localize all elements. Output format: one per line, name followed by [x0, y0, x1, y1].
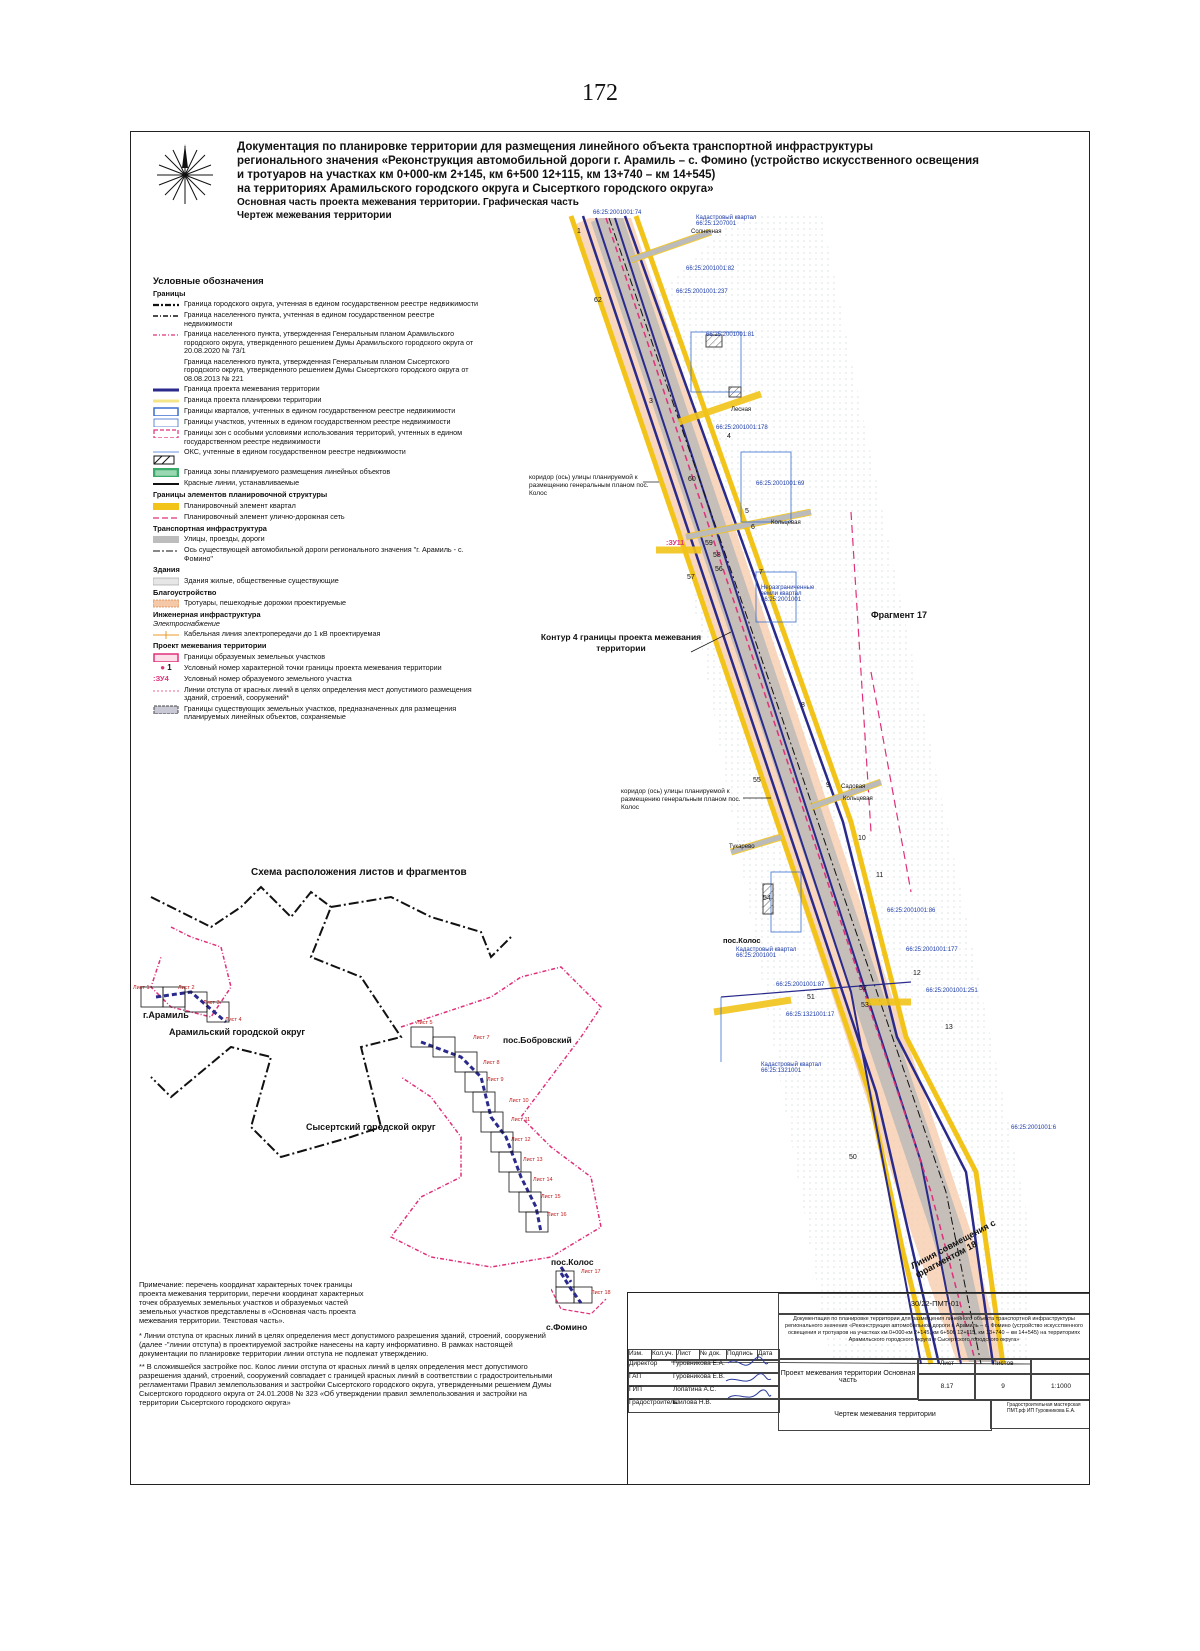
stamp-drawing-name: Чертеж межевания территории — [778, 1399, 992, 1431]
legend-item — [153, 300, 483, 309]
stamp-role: Градостроитель — [629, 1399, 678, 1406]
subtitle-line-2: Чертеж межевания территории — [237, 210, 392, 221]
fragment-label: Фрагмент 17 — [871, 610, 927, 620]
point-number: 1 — [577, 228, 581, 235]
stamp-header: Лист — [677, 1350, 700, 1360]
stamp-person: Шилова Н.В. — [673, 1399, 712, 1406]
sheet-label: Лист 16 — [547, 1212, 567, 1218]
legend-item — [153, 686, 483, 703]
legend-section-borders: Границы — [153, 288, 186, 298]
building-symbol — [153, 577, 179, 586]
settlement-border-symbol — [153, 311, 179, 320]
stamp-sheets-header: Листов — [974, 1359, 1032, 1375]
road-axis-symbol — [153, 546, 179, 555]
setback-line-symbol — [153, 686, 179, 695]
sheet-label: Лист 11 — [511, 1117, 531, 1123]
point-number-symbol: ● 1 — [160, 662, 172, 672]
point-number: 53 — [861, 1002, 869, 1009]
legend-item — [153, 577, 483, 586]
point-number: 50 — [849, 1154, 857, 1161]
point-number: 6 — [751, 524, 755, 531]
sysert-okrug-label: Сысертский городской округ — [306, 1122, 436, 1132]
legend-item — [153, 630, 483, 639]
street-label-2: Лесная — [731, 407, 752, 413]
legend-text: Ось существующей автомобильной дороги регионального значения "г. Арамиль - с. Фомино" — [184, 545, 464, 563]
stamp-role: ГАП — [629, 1373, 642, 1380]
legend-item — [153, 502, 483, 511]
stamp-person: Гуровникова Е.А. — [673, 1360, 725, 1367]
linear-zone-symbol — [153, 468, 179, 477]
legend-section-transport: Транспортная инфраструктура — [153, 523, 267, 533]
legend-text: Границы кварталов, учтенных в едином государственном реестре недвижимости — [184, 406, 456, 415]
point-number: 54 — [763, 895, 771, 902]
street-label-1: Солнечная — [691, 229, 722, 235]
survey-border-symbol — [153, 385, 179, 394]
streets-symbol — [153, 535, 179, 544]
page-number: 172 — [582, 80, 618, 106]
cadastral-block-2: Кадастровый квартал 66:25:2001001 — [736, 947, 797, 959]
legend-item — [153, 429, 483, 446]
stamp-scale: 1:1000 — [1030, 1373, 1090, 1401]
legend-item — [153, 546, 483, 563]
point-number: 4 — [727, 433, 731, 440]
district-border-symbol — [153, 300, 179, 309]
point-number: 9 — [826, 782, 830, 789]
block-border-symbol — [153, 407, 179, 416]
legend-item — [153, 599, 483, 608]
quarter-element-symbol — [153, 502, 179, 511]
subtitle-line-1: Основная часть проекта межевания территории. Графическая часть — [237, 197, 579, 208]
special-zone-symbol — [153, 429, 179, 438]
legend-section-engineering: Инженерная инфраструктура — [153, 610, 261, 619]
street-label-6: Тукарево — [729, 844, 755, 850]
sysert-border-symbol — [153, 358, 179, 367]
parcel-border-symbol — [153, 418, 179, 427]
legend-text: Граница населенного пункта, утвержденная Генеральным планом Арамильского городского округа, утвержденного решением Думы Арамильского городского округа от 20.08.2020 № 73/1 — [184, 329, 474, 355]
sidewalk-symbol — [153, 599, 179, 608]
parcel-number: 66:25:2001001:251 — [926, 988, 978, 994]
fomino-label: с.Фомино — [546, 1322, 588, 1332]
note-2: * Линии отступа от красных линий в целях определения мест допустимого разрешения зданий, строений, сооружений (далее -"линии отступа) в проектируемой застройке нанесены на карту информативно. В рамках настоящей документации по планировке территории линии отступа не подлежат утверждению. — [139, 1331, 546, 1358]
title-line-1: Документация по планировке территории для размещения линейного объекта транспортной инфраструктуры — [237, 141, 874, 153]
kolos-schema-label: пос.Колос — [551, 1257, 594, 1267]
legend-text: Красные линии, устанавливаемые — [184, 478, 300, 487]
legend-item — [153, 358, 483, 384]
legend-item — [153, 653, 483, 662]
street-label-4: Садовая — [841, 784, 866, 790]
parcel-number: 66:25:1321001:17 — [786, 1012, 835, 1018]
street-element-symbol — [153, 513, 179, 522]
cadastral-block-1: Кадастровый квартал 66:25:1207001 — [696, 215, 757, 227]
bobrovsky-label: пос.Бобровский — [503, 1035, 572, 1045]
planning-border-symbol — [153, 396, 179, 405]
sheet-label: Лист 12 — [511, 1137, 531, 1143]
building-hatch-2 — [729, 387, 741, 397]
existing-plot-symbol — [153, 705, 179, 714]
legend-text: Границы существующих земельных участков, предназначенных для размещения планируемых линейных объектов, сохраняемые — [184, 703, 457, 721]
kolos-fomino-schema — [551, 1269, 611, 1324]
legend-section-buildings: Здания — [153, 565, 180, 574]
point-number: 62 — [594, 297, 602, 304]
stamp-person: Лопатина А.С. — [673, 1386, 717, 1393]
point-number: 52 — [859, 985, 867, 992]
point-number: 8 — [801, 702, 805, 709]
street-label-3: Кольцевая — [771, 520, 801, 526]
legend-text: ОКС, учтенные в едином государственном реестре недвижимости — [184, 447, 406, 456]
legend-item — [153, 330, 483, 356]
legend-item — [153, 535, 483, 544]
legend-text: Граница зоны планируемого размещения линейных объектов — [184, 467, 391, 476]
point-number: 12 — [913, 970, 921, 977]
legend-text: Граница населенного пункта, утвержденная Генеральным планом Сысертского городского округа, утвержденного решением Думы Сысертского городского округа от 08.08.2013 № 221 — [184, 356, 469, 383]
legend-title: Условные обозначения — [153, 276, 264, 287]
legend-text: Граница проекта межевания территории — [184, 384, 320, 393]
sheet-label: Лист 2 — [178, 985, 195, 991]
legend-item — [153, 479, 483, 488]
sheet-label: Лист 8 — [483, 1060, 500, 1066]
sheet-label: Лист 18 — [591, 1290, 611, 1296]
stamp-person: Гуровникова Е.В. — [673, 1373, 725, 1380]
legend-text: Границы участков, учтенных в едином государственном реестре недвижимости — [184, 417, 451, 426]
sheet-label: Лист 13 — [523, 1157, 543, 1163]
legend-section-survey: Проект межевания территории — [153, 641, 267, 650]
title-block — [627, 1292, 1090, 1485]
legend-item — [153, 448, 483, 466]
stamp-sheet-header: Лист — [918, 1359, 976, 1375]
parcel-number: 66:25:2001001:74 — [593, 210, 642, 216]
aramil-okrug-label: Арамильский городской округ — [169, 1027, 306, 1037]
stamp-header: Подпись — [727, 1350, 758, 1360]
parcel-number: 66:25:2001001:69 — [756, 481, 805, 487]
legend-text: Границы образуемых земельных участков — [184, 651, 326, 661]
legend-section-planning: Границы элементов планировочной структуры — [153, 490, 328, 499]
parcel-number: 66:25:2001001:86 — [887, 908, 936, 914]
point-number: 5 — [745, 508, 749, 515]
stamp-organization: Градостроительная мастерская ПМТ.рф ИП Гуровникова Е.А. — [990, 1399, 1090, 1429]
point-number: 3 — [649, 398, 653, 405]
sheet-label: Лист 5 — [416, 1020, 433, 1026]
stamp-stage: Проект межевания территории Основная часть — [778, 1359, 918, 1399]
corridor-label-2: коридор (ось) улицы планируемой к размещению генеральным планом пос. Колос — [621, 788, 741, 811]
red-line-symbol — [153, 479, 179, 488]
legend-text: Граница проекта планировки территории — [184, 395, 322, 404]
legend-text: Линии отступа от красных линий в целях определения мест допустимого размещения зданий, строений, сооружений* — [184, 684, 472, 702]
legend-text: Условный номер образуемого земельного участка — [184, 673, 352, 683]
legend-item — [153, 513, 483, 522]
cadastral-block-3: Кадастровый квартал 66:25:1321001 — [761, 1062, 822, 1074]
stamp-role: Директор — [629, 1360, 658, 1367]
note-1: Примечание: перечень координат характерных точек границы проекта межевания территории, перечни координат характерных точек образуемых земельных участков и образуемых частей земельных участков представлены в «Основная часть проекта межевания территории. Текстовая часть». — [139, 1280, 364, 1325]
new-plot-border-symbol — [153, 653, 179, 662]
sheet-layout-schema — [131, 877, 631, 1287]
stamp-header: Дата — [758, 1350, 773, 1357]
corridor-label-1: коридор (ось) улицы планируемой к размещению генеральным планом пос. Колос — [529, 474, 649, 497]
legend-text: Кабельная линия электропередачи до 1 кВ проектируемая — [184, 629, 381, 638]
legend-text: Границы зон с особыми условиями использования территорий, учтенных в едином государственном реестре недвижимости — [184, 428, 463, 446]
title-line-4: на территориях Арамильского городского округа и Сысерткого городского округа» — [237, 183, 714, 195]
legend-item — [153, 396, 483, 405]
stamp-code: 30/22-ПМТ-01 — [778, 1293, 1090, 1315]
sheet-label: Лист 7 — [473, 1035, 490, 1041]
point-number: 11 — [876, 872, 884, 879]
legend-text: Здания жилые, общественные существующие — [184, 575, 339, 585]
sheet-label: Лист 3 — [203, 1000, 220, 1006]
legend-text: Планировочный элемент квартал — [184, 500, 296, 510]
legend-item — [153, 664, 483, 673]
point-number: 55 — [753, 777, 761, 784]
legend-item — [153, 311, 483, 328]
plot-label-zu11: :ЗУ11 — [666, 540, 685, 547]
aramil-label: г.Арамиль — [143, 1010, 189, 1020]
drawing-sheet — [130, 131, 1090, 1485]
point-number: 10 — [858, 835, 866, 842]
unallocated-land: Неразграниченные земли квартал 66:25:2001001 — [761, 585, 815, 603]
legend-item — [153, 407, 483, 416]
legend-item — [153, 418, 483, 427]
legend-section-landscaping: Благоустройство — [153, 587, 217, 597]
stamp-sheet: 8.17 — [918, 1373, 976, 1401]
stamp-role: ГИП — [629, 1386, 642, 1393]
title-line-3: и тротуаров на участках км 0+000-км 2+145, км 6+500 12+115, км 13+740 – км 14+545) — [237, 169, 716, 181]
stamp-header: № док. — [700, 1350, 727, 1360]
point-number: 58 — [713, 552, 721, 559]
legend-text: Планировочный элемент улично-дорожная сеть — [184, 511, 345, 521]
combine-line-label: Линия совмещения с фрагментом 18 — [909, 1217, 998, 1280]
legend-text: Улицы, проезды, дороги — [184, 534, 265, 543]
notes — [139, 1280, 559, 1407]
parcel-number: 66:25:2001001:6 — [1011, 1125, 1057, 1131]
stamp-header: Кол.уч. — [652, 1350, 677, 1360]
note-3: ** В сложившейся застройке пос. Колос линии отступа от красных линий в целях определения мест допустимого разрешения зданий, строений, сооружений совпадает с границей красных линий в соответствии с градостроительными регламентами Правил землепользования и застройки Сысертского городского округа, утвержденными решением Думы Сысертского городского округа от 24.01.2008 № 323 «Об утверждении правил землепользования и застройки на территории Сысертского городского округа» — [139, 1362, 553, 1407]
plot-number-symbol: :ЗУ4 — [153, 673, 169, 683]
parcel-number: 66:25:2001001:87 — [776, 982, 825, 988]
legend — [153, 278, 483, 724]
stamp-description: Документация по планировке территории для размещения линейного объекта транспортной инфраструктуры регионального значения «Реконструкция автомобильной дороги г. Арамиль – с. Фомино (устройство искусственного освещения и тротуаров на участках км 0+000-км 2+145, км 6+500 12+115, км 13+740 – км 14+545) на территориях Арамильского городского округа и Сысертского городского округа» — [778, 1313, 1090, 1359]
legend-item — [153, 468, 483, 477]
legend-text: Условный номер характерной точки границы проекта межевания территории — [184, 662, 442, 672]
legend-item — [153, 675, 483, 684]
title-line-2: регионального значения «Реконструкция автомобильной дороги г. Арамиль – с. Фомино (устройство искусственного освещения — [237, 155, 979, 167]
legend-section-power: Электроснабжение — [153, 618, 220, 628]
legend-text: Граница населенного пункта, учтенная в едином государственном реестре недвижимости — [184, 310, 435, 328]
parcel-number: 66:25:2001001:81 — [706, 332, 755, 338]
oks-symbol — [153, 448, 179, 466]
point-number: 7 — [759, 569, 763, 576]
sheet-label: Лист 4 — [225, 1017, 242, 1023]
signatures — [723, 1353, 773, 1413]
parcel-number: 66:25:2001001:178 — [716, 425, 768, 431]
sheet-label: Лист 9 — [487, 1077, 504, 1083]
stamp-sheets: 9 — [974, 1373, 1032, 1401]
parcel-number: 66:25:2001001:82 — [686, 266, 735, 272]
legend-item — [153, 385, 483, 394]
sheet-label: Лист 15 — [541, 1194, 561, 1200]
point-number-sample: 1 — [167, 662, 172, 672]
point-number: 56 — [715, 566, 723, 573]
contour-label: Контур 4 границы проекта межевания территории — [540, 632, 702, 653]
stamp-header: Изм. — [629, 1350, 652, 1360]
sheet-label: Лист 10 — [509, 1098, 529, 1104]
kolos-label: пос.Колос — [723, 936, 761, 945]
legend-item — [153, 705, 483, 722]
sheet-label: Лист 1 — [133, 985, 150, 991]
schema-title: Схема расположения листов и фрагментов — [251, 867, 467, 878]
point-number: 59 — [705, 540, 713, 547]
point-number: 13 — [945, 1024, 953, 1031]
legend-text: Граница городского округа, учтенная в едином государственном реестре недвижимости — [184, 299, 479, 308]
sheet-label: Лист 14 — [533, 1177, 553, 1183]
street-label-5: Кольцевая — [843, 796, 873, 802]
sheet-label: Лист 17 — [581, 1269, 601, 1275]
point-number: 51 — [807, 994, 815, 1001]
legend-text: Тротуары, пешеходные дорожки проектируемые — [184, 598, 347, 607]
cable-line-symbol — [153, 630, 179, 639]
point-number: 57 — [687, 574, 695, 581]
aramil-border-symbol — [153, 330, 179, 339]
parcel-number: 66:25:2001001:237 — [676, 289, 728, 295]
point-number: 60 — [688, 476, 696, 483]
parcel-number: 66:25:2001001:177 — [906, 947, 958, 953]
